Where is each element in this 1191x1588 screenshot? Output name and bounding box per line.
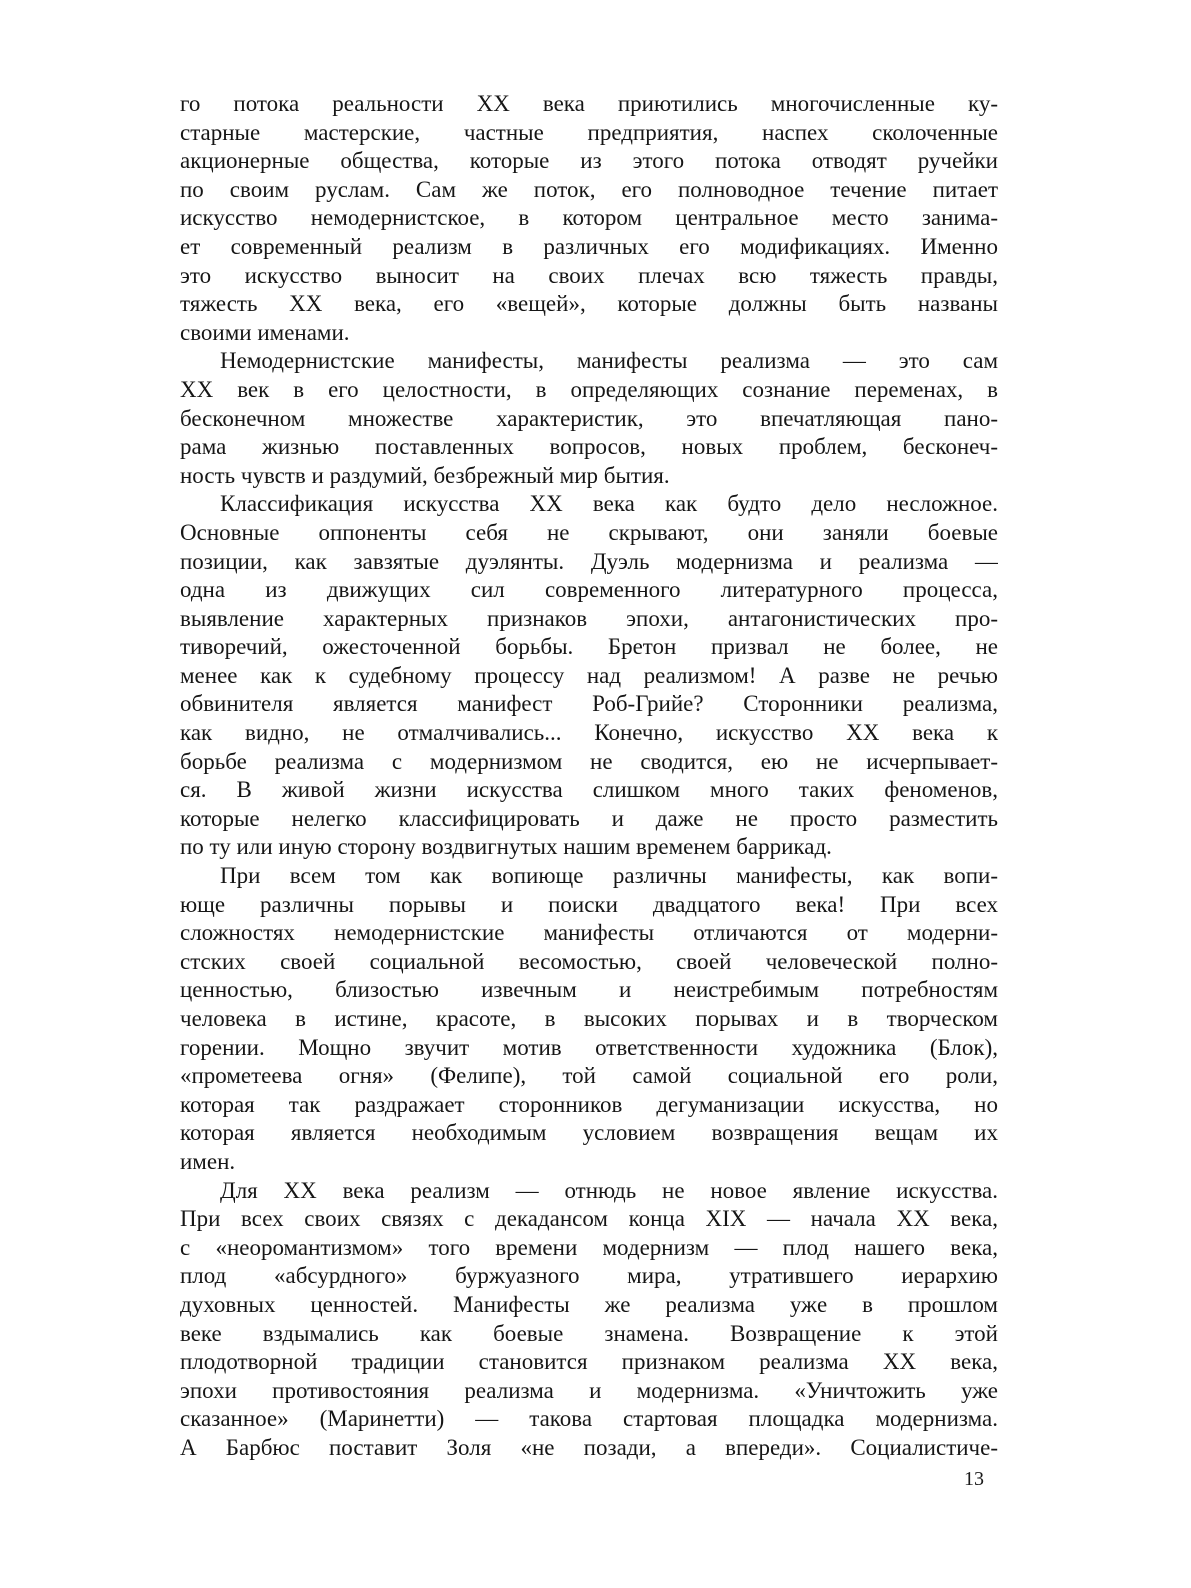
text-line: ность чувств и раздумий, безбрежный мир бытия.: [180, 462, 670, 488]
text-line: плод «абсурдного» буржуазного мира, утратившего иерархию: [180, 1263, 998, 1289]
text-line: которая так раздражает сторонников дегуманизации искусства, но: [180, 1091, 998, 1117]
text-line: эпохи противостояния реализма и модернизма. «Уничтожить уже: [180, 1377, 998, 1403]
text-line: горении. Мощно звучит мотив ответственности художника (Блок),: [180, 1034, 998, 1060]
text-line: имен.: [180, 1148, 236, 1174]
text-line: Основные оппоненты себя не скрывают, они заняли боевые: [180, 519, 998, 545]
text-line: человека в истине, красоте, в высоких порывах и в творческом: [180, 1006, 998, 1031]
text-line: бесконечном множестве характеристик, это впечатляющая пано-: [180, 405, 998, 431]
text-line: рама жизнью поставленных вопросов, новых проблем, бесконеч-: [180, 434, 998, 460]
text-line: Классификация искусства XX века как будто дело несложное.: [220, 491, 998, 517]
paragraph: [180, 1177, 998, 1463]
text-line: Для XX века реализм — отнюдь не новое явление искусства.: [220, 1177, 998, 1203]
text-line: с «неоромантизмом» того времени модернизм — плод нашего века,: [180, 1234, 998, 1260]
paragraph: [180, 490, 998, 862]
text-line: своими именами.: [180, 319, 350, 345]
text-line: XX век в его целостности, в определяющих сознание переменах, в: [180, 376, 998, 402]
paragraph: [180, 347, 998, 490]
text-line: юще различны порывы и поиски двадцатого века! При всех: [180, 891, 998, 917]
text-line: тяжесть XX века, его «вещей», которые должны быть названы: [180, 291, 998, 317]
text-line: позиции, как завзятые дуэлянты. Дуэль модернизма и реализма —: [180, 548, 998, 574]
text-line: духовных ценностей. Манифесты же реализма ужe в прошлом: [180, 1291, 998, 1317]
text-line: которые нелегко классифицировать и даже не просто разместить: [180, 805, 998, 831]
text-line: А Барбюс поставит Золя «не позади, а впереди». Социалистиче-: [180, 1434, 998, 1460]
text-line: сложностях немодернистские манифесты отличаются от модерни-: [180, 920, 998, 946]
text-line: борьбе реализма с модернизмом не сводится, ею не исчерпывает-: [180, 748, 998, 774]
text-line: тиворечий, ожесточенной борьбы. Бретон призвал не более, не: [180, 634, 998, 660]
text-line: менее как к судебному процессу над реализмом! А разве не речью: [180, 662, 998, 688]
paragraph: [180, 90, 998, 347]
text-line: веке вздымались как боевые знамена. Возвращение к этой: [180, 1320, 998, 1346]
text-line: плодотворной традиции становится признаком реализма XX века,: [180, 1349, 998, 1375]
text-line: Немодернистские манифесты, манифесты реализма — это сам: [220, 348, 998, 374]
text-line: При всем том как вопиюще различны манифесты, как вопи-: [220, 863, 998, 889]
text-line: При всех своих связях с декадансом конца XIX — начала XX века,: [180, 1206, 998, 1232]
text-line: выявление характерных признаков эпохи, антагонистических про-: [180, 605, 998, 631]
text-line: по ту или иную сторону воздвигнутых нашим временем баррикад.: [180, 834, 832, 860]
text-line: ет современный реализм в различных его модификациях. Именно: [180, 233, 998, 259]
text-line: «прометеева огня» (Фелипе), той самой социальной его роли,: [180, 1063, 998, 1089]
page-number: 13: [964, 1468, 984, 1490]
text-line: акционерные общества, которые из этого потока отводят ручейки: [180, 148, 998, 174]
text-line: ся. В живой жизни искусства слишком много таких феноменов,: [180, 777, 998, 803]
text-line: искусство немодернистское, в котором центральное место занима-: [180, 205, 998, 231]
text-line: как видно, не отмалчивались... Конечно, искусство XX века к: [180, 720, 998, 746]
text-line: го потока реальности XX века приютились многочисленные ку-: [180, 91, 998, 116]
text-line: которая является необходимым условием возвращения вещам их: [180, 1120, 998, 1146]
text-line: ценностью, близостью извечным и неистребимым потребностям: [180, 977, 998, 1003]
paragraph: [180, 862, 998, 1177]
text-line: старные мастерские, частные предприятия, наспех сколоченные: [180, 119, 998, 145]
text-line: обвинителя является манифест Роб-Грийе? Сторонники реализма,: [180, 691, 998, 717]
text-line: это искусство выносит на своих плечах всю тяжесть правды,: [180, 262, 998, 288]
text-line: по своим руслам. Сам же поток, его полноводное течение питает: [180, 176, 998, 202]
text-line: одна из движущих сил современного литературного процесса,: [180, 577, 998, 603]
text-line: стских своей социальной весомостью, своей человеческой полно-: [180, 948, 998, 974]
text-line: сказанное» (Маринетти) — такова стартовая площадка модернизма.: [180, 1406, 998, 1432]
body-text: [180, 90, 998, 1463]
